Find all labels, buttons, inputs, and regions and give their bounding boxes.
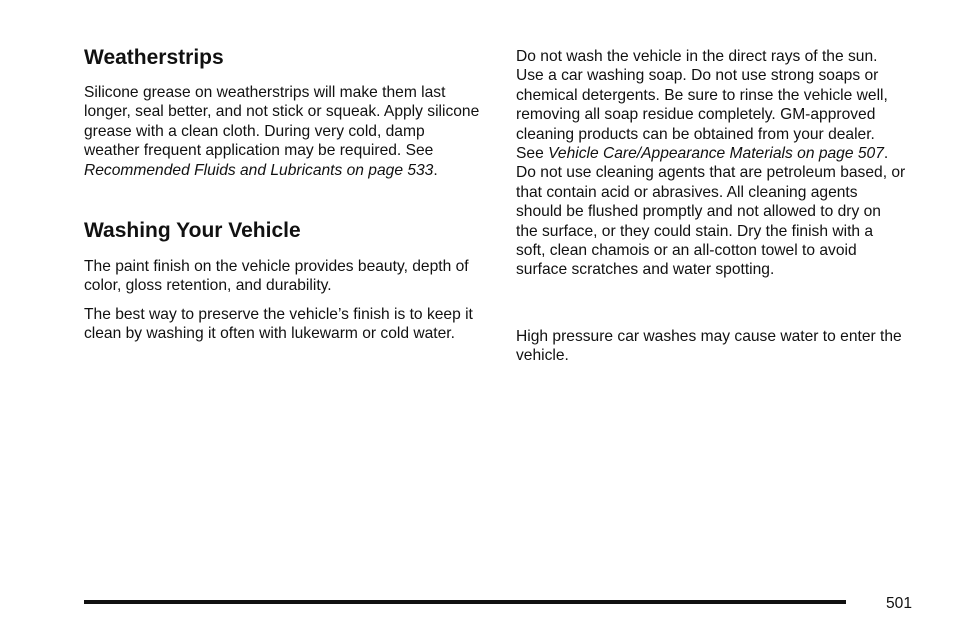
washing-instructions-start: Do not wash the vehicle in the direct rays of the sun. Use a car washing soap. Do not use strong soaps or chemical detergents. Be sure to rinse the vehicle well, removing all soap residue completely. GM-approved cleaning products can be obtained from your dealer. See bbox=[516, 48, 888, 163]
washing-heading: Washing Your Vehicle bbox=[84, 219, 301, 242]
page-number: 501 bbox=[886, 595, 913, 612]
fluids-lubricants-reference: Recommended Fluids and Lubricants on page 533 bbox=[84, 161, 434, 179]
washing-paragraph-2: The best way to preserve the vehicle’s finish is to keep it clean by washing it often with lukewarm or cold water. bbox=[84, 306, 473, 343]
weatherstrips-body-end: . bbox=[433, 161, 438, 179]
weatherstrips-heading: Weatherstrips bbox=[84, 46, 224, 69]
washing-instructions-paragraph bbox=[516, 47, 906, 280]
footer-rule bbox=[84, 600, 846, 604]
high-pressure-warning-paragraph: High pressure car washes may cause water to enter the vehicle. bbox=[516, 328, 902, 365]
appearance-materials-reference: Vehicle Care/Appearance Materials on page 507 bbox=[548, 145, 884, 163]
washing-instructions-end: . Do not use cleaning agents that are petroleum based, or that contain acid or abrasives. All cleaning agents should be flushed promptly and not allowed to dry on the surface, or they could stain. Dry the finish with a soft, clean chamois or an all-cotton towel to avoid surface scratches and water spotting. bbox=[516, 145, 906, 279]
weatherstrips-paragraph bbox=[84, 83, 484, 180]
weatherstrips-body-text: Silicone grease on weatherstrips will make them last longer, seal better, and not stick or squeak. Apply silicone grease with a clean cloth. During very cold, damp weather frequent application may be required. See bbox=[84, 84, 480, 160]
washing-paragraph-1: The paint finish on the vehicle provides beauty, depth of color, gloss retention, and durability. bbox=[84, 258, 469, 295]
